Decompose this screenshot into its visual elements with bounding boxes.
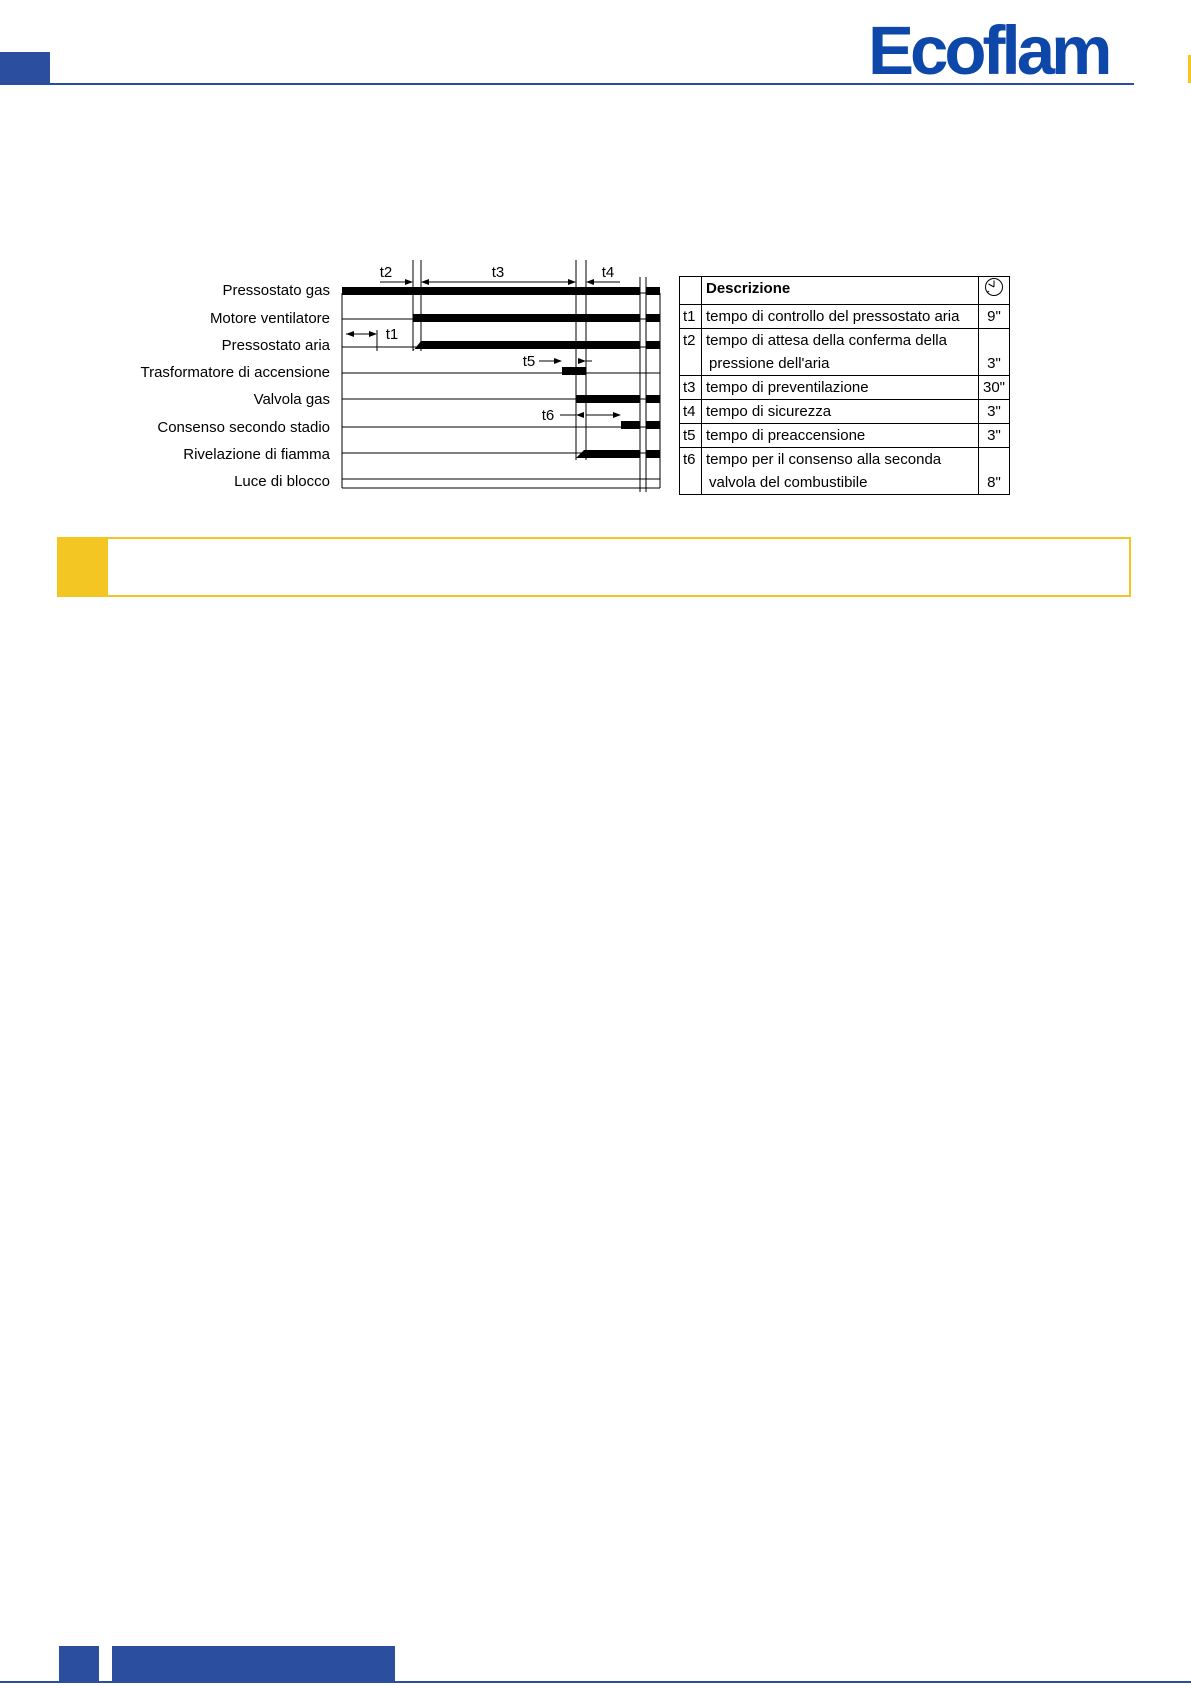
table-row: [680, 448, 1010, 495]
note-box: [57, 537, 1131, 597]
row-code: t2: [680, 329, 702, 376]
row-code: t4: [680, 400, 702, 424]
row-description-line: tempo per il consenso alla seconda: [706, 451, 942, 468]
timing-diagram: [0, 0, 1191, 520]
time-label-t2: t2: [379, 264, 393, 281]
footer-rule: [0, 1681, 1191, 1683]
row-description: [702, 305, 979, 329]
row-description-line: valvola del combustibile: [709, 474, 868, 491]
clock-icon: [983, 277, 1005, 297]
signal-label: Consenso secondo stadio: [157, 419, 330, 436]
row-description: [702, 424, 979, 448]
signal-label: Motore ventilatore: [209, 310, 330, 327]
signal-label: Pressostato gas: [222, 282, 330, 299]
footer-page-block: [59, 1646, 99, 1682]
table-header-row: [680, 277, 1010, 305]
note-marker: [59, 539, 108, 595]
table-row: [680, 376, 1010, 400]
row-value: 3": [979, 400, 1010, 424]
row-description-line: tempo di controllo del pressostato aria: [706, 308, 960, 325]
row-code: t5: [680, 424, 702, 448]
table-row: [680, 305, 1010, 329]
row-value: 9": [979, 305, 1010, 329]
time-label-t5: t5: [522, 353, 536, 370]
table-header-time: [979, 277, 1010, 305]
row-code: t1: [680, 305, 702, 329]
row-value: 3": [979, 329, 1010, 376]
row-description: [702, 400, 979, 424]
time-label-t6: t6: [541, 407, 555, 424]
row-description-line: tempo di attesa della conferma della: [706, 332, 947, 349]
row-description-line: tempo di preventilazione: [706, 379, 869, 396]
footer-bar: [112, 1646, 395, 1682]
row-description: [702, 448, 979, 495]
row-description-line: tempo di preaccensione: [706, 427, 866, 444]
row-description: [702, 376, 979, 400]
row-value: 3": [979, 424, 1010, 448]
signal-label: Trasformatore di accensione: [140, 364, 330, 381]
time-label-t1: t1: [385, 326, 399, 343]
row-description-line: pressione dell'aria: [709, 355, 830, 372]
row-description-line: tempo di sicurezza: [706, 403, 832, 420]
table-row: [680, 329, 1010, 376]
row-value: 30": [979, 376, 1010, 400]
table-row: [680, 400, 1010, 424]
table-row: [680, 424, 1010, 448]
signal-label: Luce di blocco: [234, 473, 330, 490]
ecoflam-logo: Ecoflam: [868, 12, 1109, 89]
time-label-t3: t3: [491, 264, 505, 281]
row-code: t3: [680, 376, 702, 400]
table-header-cell: [680, 277, 702, 305]
table-header-description: Descrizione: [702, 277, 979, 305]
timing-description-table: [679, 276, 1010, 495]
time-label-t4: t4: [601, 264, 615, 281]
signal-label: Valvola gas: [253, 391, 330, 408]
row-code: t6: [680, 448, 702, 495]
signal-label: Rivelazione di fiamma: [183, 446, 330, 463]
row-value: 8": [979, 448, 1010, 495]
row-description: [702, 329, 979, 376]
signal-label: Pressostato aria: [221, 337, 330, 354]
